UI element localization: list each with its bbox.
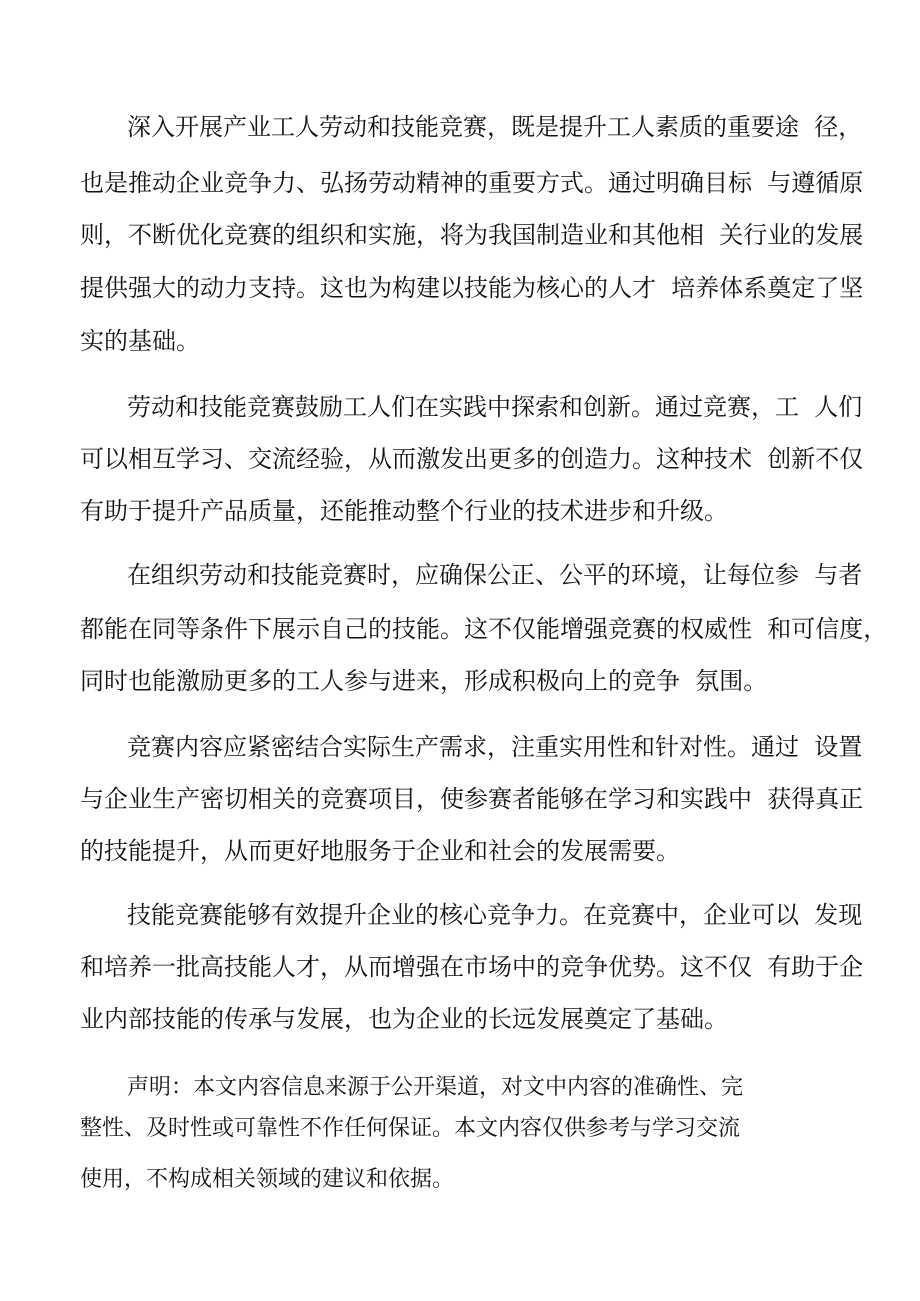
paragraph-line: 在组织劳动和技能竞赛时，应确保公正、公平的环境，让每位参 与者 <box>127 561 863 589</box>
paragraph-line: 深入开展产业工人劳动和技能竞赛，既是提升工人素质的重要途 径， <box>127 113 863 141</box>
paragraph-line: 实的基础。 <box>80 327 200 355</box>
paragraph-line: 业内部技能的传承与发展，也为企业的长远发展奠定了基础。 <box>80 1005 728 1033</box>
paragraph-line: 劳动和技能竞赛鼓励工人们在实践中探索和创新。通过竞赛，工 人们 <box>127 393 863 421</box>
paragraph-line: 则，不断优化竞赛的组织和实施，将为我国制造业和其他相 关行业的发展 <box>80 221 864 249</box>
paragraph-line: 有助于提升产品质量，还能推动整个行业的技术进步和升级。 <box>80 497 728 525</box>
disclaimer-line: 整性、及时性或可靠性不作任何保证。本文内容仅供参考与学习交流 <box>80 1116 741 1141</box>
paragraph-line: 提供强大的动力支持。这也为构建以技能为核心的人才 培养体系奠定了坚 <box>80 274 864 302</box>
paragraph-line: 与企业生产密切相关的竞赛项目，使参赛者能够在学习和实践中 获得真正 <box>80 785 864 813</box>
paragraph-line: 技能竞赛能够有效提升企业的核心竞争力。在竞赛中，企业可以 发现 <box>127 901 863 929</box>
disclaimer-line: 使用，不构成相关领域的建议和依据。 <box>80 1167 455 1192</box>
disclaimer-line: 声明：本文内容信息来源于公开渠道，对文中内容的准确性、完 <box>127 1075 744 1100</box>
paragraph-line: 都能在同等条件下展示自己的技能。这不仅能增强竞赛的权威性 和可信度， <box>80 615 888 643</box>
paragraph-line: 可以相互学习、交流经验，从而激发出更多的创造力。这种技术 创新不仅 <box>80 445 864 473</box>
paragraph-line: 的技能提升，从而更好地服务于企业和社会的发展需要。 <box>80 837 680 865</box>
paragraph-line: 竞赛内容应紧密结合实际生产需求，注重实用性和针对性。通过 设置 <box>127 733 863 761</box>
paragraph-line: 也是推动企业竞争力、弘扬劳动精神的重要方式。通过明确目标 与遵循原 <box>80 169 864 197</box>
paragraph-line: 和培养一批高技能人才，从而增强在市场中的竞争优势。这不仅 有助于企 <box>80 953 864 981</box>
paragraph-line: 同时也能激励更多的工人参与进来，形成积极向上的竞争 氛围。 <box>80 667 768 695</box>
